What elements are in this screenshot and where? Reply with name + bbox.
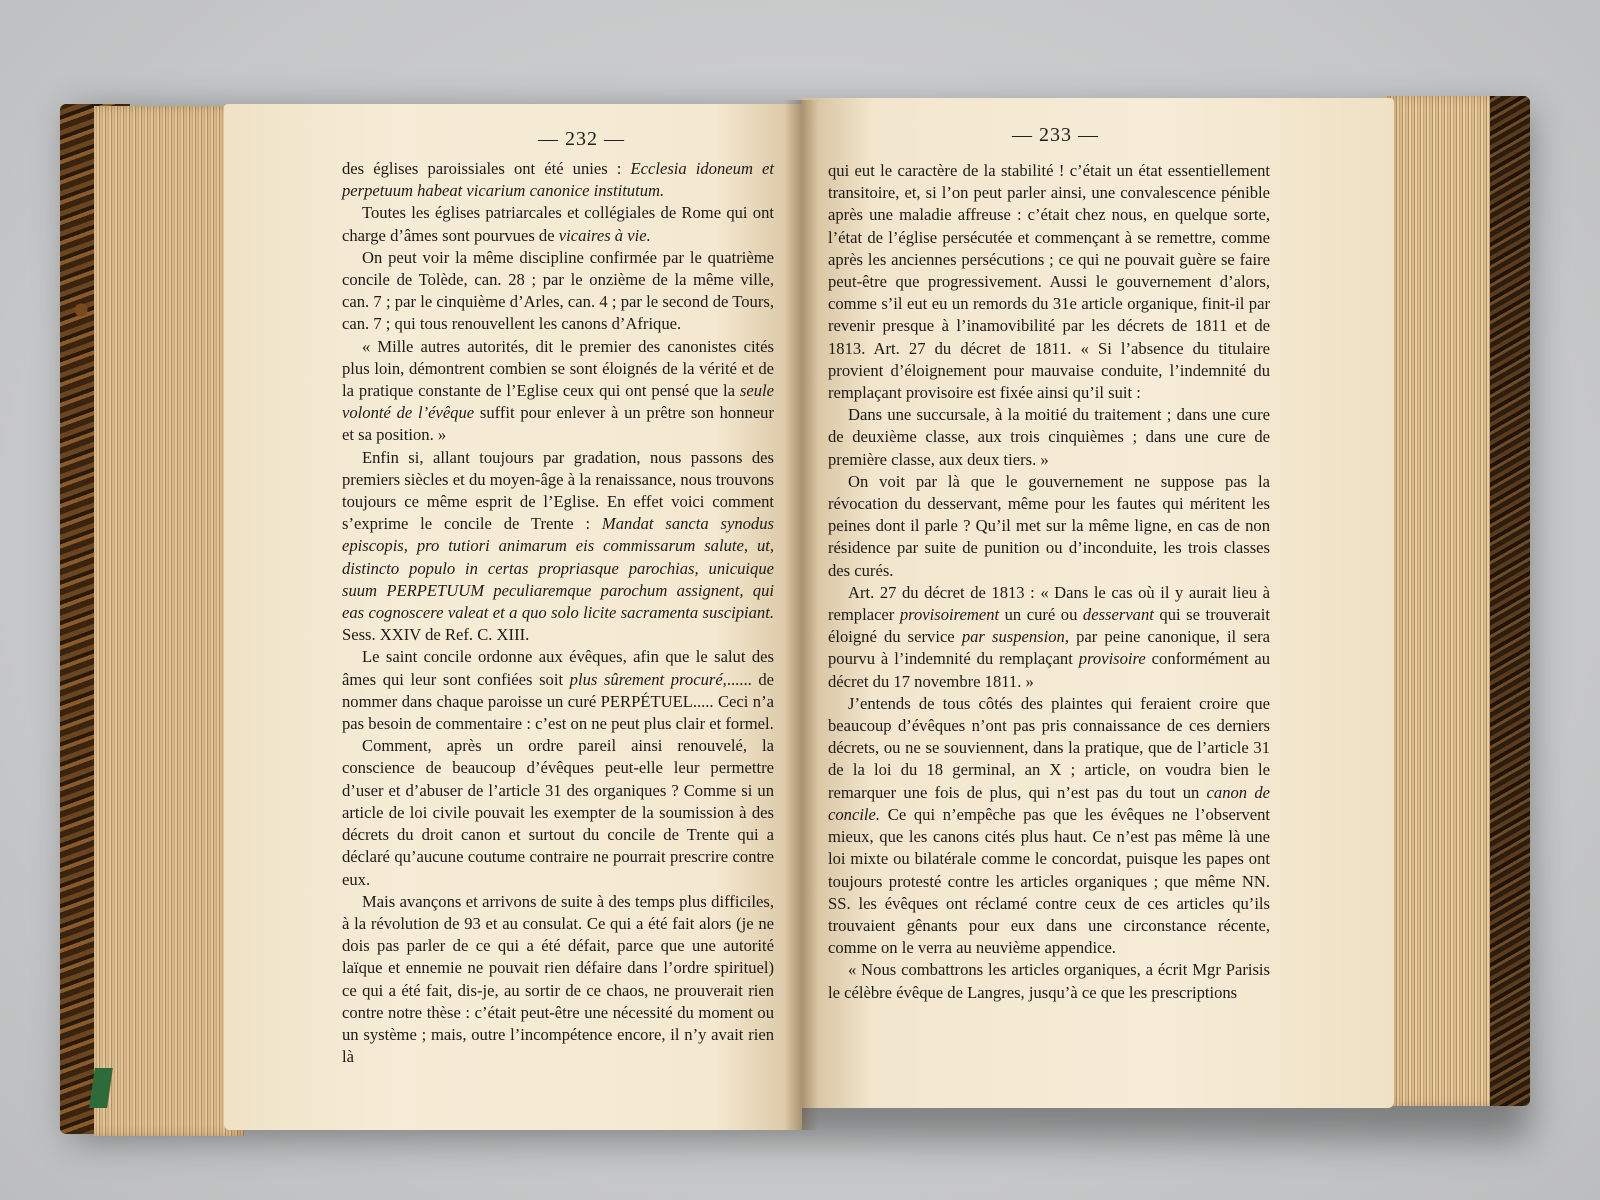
text-run: Mais avançons et arrivons de suite à des temps plus difficiles, à la révolution de 93 et au consulat. Ce qui a été fait alors (je ne dois pas parler de ce qui a été défait, parce que une autorité laïque et ennemie ne pouvait rien défaire dans l’ordre spirituel) ce qui a été fait, dis-je, au sortir de ce chaos, ne prouverait rien contre notre thèse : c’était peut-être une nécessité du moment ou un système ; mais, outre l’incompétence encore, il n’y avait rien là [342, 891, 774, 1067]
text-run: conformément au décret du 17 novembre 1811. » [828, 649, 1271, 691]
right-page-block [1385, 96, 1490, 1106]
text-run: Le saint concile ordonne aux évêques, afin que le salut des âmes qui leur sont confiées soit [342, 647, 774, 689]
text-run: J’entends de tous côtés des plaintes qui feraient croire que beaucoup d’évêques n’ont pas pris connaissance de ces derniers décrets, ou ne se souviennent, dans la pratique, que de l’article 31 de la loi du 18 germinal, an X ; article, on voudra bien le remarquer une fois de plus, qui n’est pas du tout un [828, 693, 1270, 802]
text-run: ...... de nommer dans chaque paroisse un curé PERPÉTUEL..... Ceci n’a pas besoin de commentaire : c’est on ne peut plus clair et formel. [342, 669, 775, 734]
paragraph [342, 202, 774, 246]
italic-text-run: Mandat sancta synodus episcopis, pro tutiori animarum eis commissarum salute, ut, distincto populo in certas propriasque parochias, unicuique suum PERPETUUM peculiaremque parochum assignent, qui eas cognoscere valeat et a quo solo licite sacramenta suscipiant. [342, 514, 774, 623]
text-run: Sess. XXIV de Ref. C. XIII. [342, 625, 530, 645]
italic-text-run: provisoirement [899, 605, 1000, 625]
text-run: Toutes les églises patriarcales et collégiales de Rome qui ont charge d’âmes sont pourvues de [342, 203, 774, 245]
left-page-text [342, 158, 774, 1068]
paragraph [342, 646, 774, 735]
paragraph [342, 891, 774, 1069]
text-run: un curé ou [999, 605, 1083, 625]
italic-text-run: par suspension, [961, 627, 1069, 647]
paragraph [828, 693, 1270, 959]
text-run: On peut voir la même discipline confirmée par le quatrième concile de Tolède, can. 28 ; par le onzième de la même ville, can. 7 ; par le cinquième d’Arles, can. 4 ; par le second de Tours, can. 7 ; qui tous renouvellent les canons d’Afrique. [342, 247, 774, 334]
left-page-number: — 232 — [538, 128, 625, 150]
text-run: qui eut le caractère de la stabilité ! c’était un état essentiellement transitoire, et, si l’on peut parler ainsi, une convalescence pénible après une maladie affreuse : c’était chez nous, en quelque sorte, l’état de l’église persécutée et commençant à se remettre, comme après les anciennes persécutions ; ce qui ne pouvait guère se faire peut-être que progressivement. Aussi le gouvernement d’alors, comme s’il eut eu un remords du 31e article organique, finit-il par revenir presque à l’inamovibilité par les décrets de 1811 et de 1813. Art. 27 du décret de 1811. « Si l’absence du titulaire provient d’éloignement pour mauvaise conduite, l’indemnité du remplaçant provisoire est fixée ainsi qu’il suit : [828, 161, 1270, 403]
text-run: suffit pour enlever à un prêtre son honneur et sa position. » [342, 403, 774, 445]
paragraph [342, 158, 774, 202]
right-page-text [828, 160, 1270, 1004]
paragraph [828, 471, 1270, 582]
text-run: « Mille autres autorités, dit le premier des canonistes cités plus loin, démontrent combien se sont éloignés de la vérité et de la pratique constante de l’Eglise ceux qui ont pensé que la [342, 336, 774, 401]
text-run: Enfin si, allant toujours par gradation, nous passons des premiers siècles et du moyen-âge à la renaissance, nous trouvons toujours ce même esprit de l’Eglise. En effet voici comment s’exprime le concile de Trente : [342, 447, 774, 534]
italic-text-run: canon de concile. [828, 782, 1270, 824]
paragraph [828, 959, 1270, 1003]
paragraph [828, 160, 1270, 404]
text-run: Comment, après un ordre pareil ainsi renouvelé, la conscience de beaucoup d’évêques peut-elle leur permettre d’user et d’abuser de l’article 31 des organiques ? Comme si un article de loi civile pouvait les exempter de la soumission à des décrets du droit canon et surtout du concile de Trente qui a déclaré qu’aucune coutume contraire ne pourrait prescrire contre eux. [342, 736, 774, 889]
text-run: par peine canonique, il sera pourvu à l’indemnité du remplaçant [828, 627, 1271, 669]
text-run: Dans une succursale, à la moitié du traitement ; dans une cure de deuxième classe, aux trois cinquièmes ; dans une cure de première classe, aux deux tiers. » [828, 405, 1270, 469]
italic-text-run: vicaires à vie. [558, 225, 651, 245]
text-run: « Nous combattrons les articles organiques, a écrit Mgr Parisis le célèbre évêque de Langres, jusqu’à ce que les prescriptions [828, 960, 1270, 1002]
paragraph [828, 404, 1270, 471]
right-page-number: — 233 — [1012, 124, 1099, 146]
left-page-block [94, 106, 244, 1136]
italic-text-run: provisoire [1078, 649, 1146, 669]
text-run: On voit par là que le gouvernement ne suppose pas la révocation du desservant, même pour les fautes qui méritent les peines dont il parle ? Qu’il met sur la même ligne, en cas de non résidence par suite de punition ou d’inconduite, les trois classes des curés. [828, 471, 1270, 580]
paragraph [342, 247, 774, 336]
italic-text-run: plus sûrement procuré, [569, 669, 727, 689]
paragraph [342, 447, 774, 647]
text-run: qui se trouverait éloigné du service [828, 605, 1270, 647]
paragraph [342, 735, 774, 890]
paragraph [342, 336, 774, 447]
text-run: Art. 27 du décret de 1813 : « Dans le cas où il y aurait lieu à remplacer [828, 582, 1270, 625]
text-run: Ce qui n’empêche pas que les évêques ne l’observent mieux, que les canons cités plus haut. Ce n’est pas même là une loi mixte ou bilatérale comme le concordat, puisque les papes ont toujours protesté contre les articles organiques ; que même NN. SS. les évêques ont réclamé contre ceux de ces articles qu’ils trouvaient gênants pour eux dans une circonstance récente, comme on le verra au neuvième appendice. [828, 804, 1270, 958]
book-gutter [784, 100, 818, 1130]
italic-text-run: desservant [1082, 605, 1154, 625]
italic-text-run: Ecclesia idoneum et perpetuum habeat vicarium canonice institutum. [342, 159, 774, 201]
text-run: des églises paroissiales ont été unies : [342, 159, 631, 178]
paragraph [828, 582, 1270, 693]
italic-text-run: seule volonté de l’évêque [342, 381, 774, 423]
